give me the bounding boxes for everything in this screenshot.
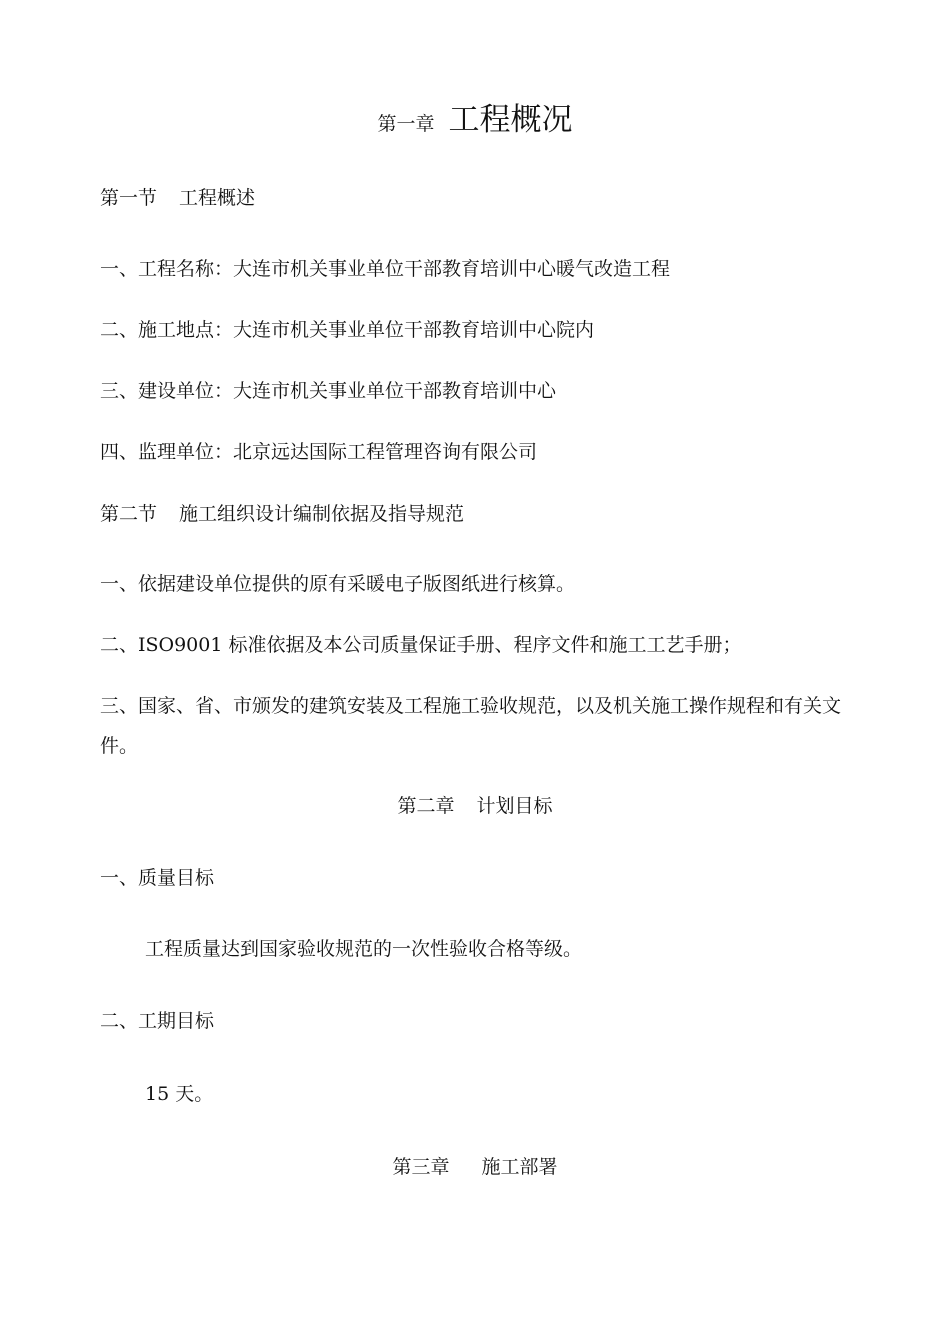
schedule-text: 15 天。	[145, 1083, 214, 1105]
project-name-line: 一、工程名称：大连市机关事业单位干部教育培训中心暖气改造工程	[100, 258, 671, 280]
chapter-1-heading	[0, 94, 950, 139]
chapter-2-label: 第二章	[397, 795, 455, 817]
chapter-3-heading	[0, 1155, 950, 1179]
section-2-title: 施工组织设计编制依据及指导规范	[179, 503, 465, 525]
section-2-label: 第二节	[100, 503, 158, 525]
chapter-1-label: 第一章	[377, 113, 435, 135]
quality-text: 工程质量达到国家验收规范的一次性验收合格等级。	[145, 938, 583, 960]
section-1-title: 工程概述	[179, 187, 256, 209]
chapter-2-heading	[0, 794, 950, 818]
quality-heading: 一、质量目标	[100, 867, 215, 889]
project-owner-line: 三、建设单位：大连市机关事业单位干部教育培训中心	[100, 380, 557, 402]
schedule-heading: 二、工期目标	[100, 1010, 215, 1032]
section-2-heading	[100, 502, 464, 526]
chapter-1-title: 工程概况	[448, 102, 573, 138]
chapter-3-title: 施工部署	[481, 1156, 558, 1178]
project-location-line: 二、施工地点：大连市机关事业单位干部教育培训中心院内	[100, 319, 595, 341]
basis-item-3: 三、国家、省、市颁发的建筑安装及工程施工验收规范，以及机关施工操作规程和有关文件。	[100, 695, 842, 757]
basis-item-1: 一、依据建设单位提供的原有采暖电子版图纸进行核算。	[100, 573, 576, 595]
chapter-2-title: 计划目标	[476, 795, 553, 817]
basis-item-2: 二、ISO9001 标准依据及本公司质量保证手册、程序文件和施工工艺手册；	[100, 634, 742, 656]
project-supervisor-line: 四、监理单位：北京远达国际工程管理咨询有限公司	[100, 441, 538, 463]
section-1-label: 第一节	[100, 187, 158, 209]
chapter-3-label: 第三章	[392, 1156, 450, 1178]
section-1-heading	[100, 186, 255, 210]
